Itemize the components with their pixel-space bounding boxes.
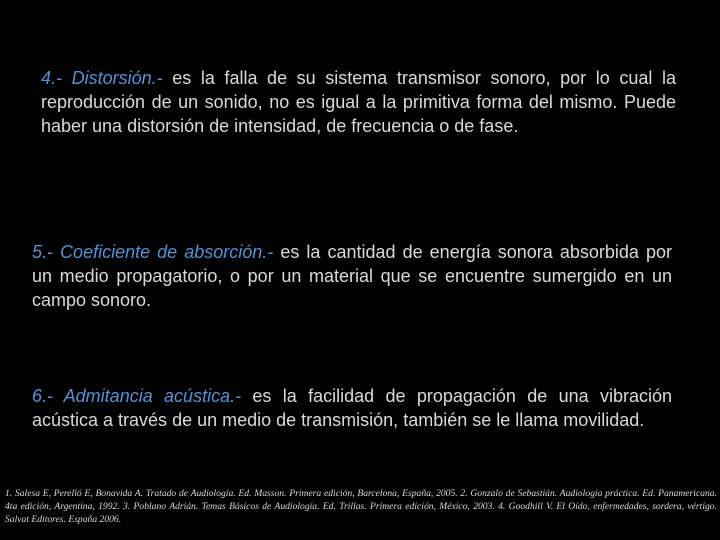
definition-coeficiente-absorcion: es la cantidad de energía sonora absorbida por un medio propagatorio, o por un material que se encuentre sumergido en un campo sonoro. [32,242,673,310]
definition-admitancia-acustica: es la facilidad de propagación de una vibración acústica a través de un medio de transmisión, también se le llama movilidad. [32,386,672,430]
term-distorsion: 4.- Distorsión.- [41,68,163,88]
term-coeficiente-absorcion: 5.- Coeficiente de absorción.- [32,242,274,262]
definition-distorsion: es la falla de su sistema transmisor sonoro, por lo cual la reproducción de un sonido, no es igual a la primitiva forma del mismo. Puede haber una distorsión de intensidad, de frecuencia o de fase. [41,68,676,136]
term-admitancia-acustica: 6.- Admitancia acústica.- [32,386,242,406]
paragraph-distorsion [41,66,676,138]
references-footnote: 1. Salesa E, Perelló E, Bonavida A. Tratado de Audiología. Ed. Masson. Primera edición, Barcelona, España, 2005. 2. Gonzalo de Sebastián. Audiología práctica. Ed. Panamericana. 4ta edición, Argentina, 1992. 3. Poblano Adrián. Temas Básicos de Audiología. Ed. Trillas. Primera edición, México, 2003. 4. Goodhill V. El Oído, enfermedades, sordera, vértigo. Salvat Editores. España 2006. [5,488,717,525]
paragraph-coeficiente-absorcion [32,240,672,312]
paragraph-admitancia-acustica [32,384,672,432]
